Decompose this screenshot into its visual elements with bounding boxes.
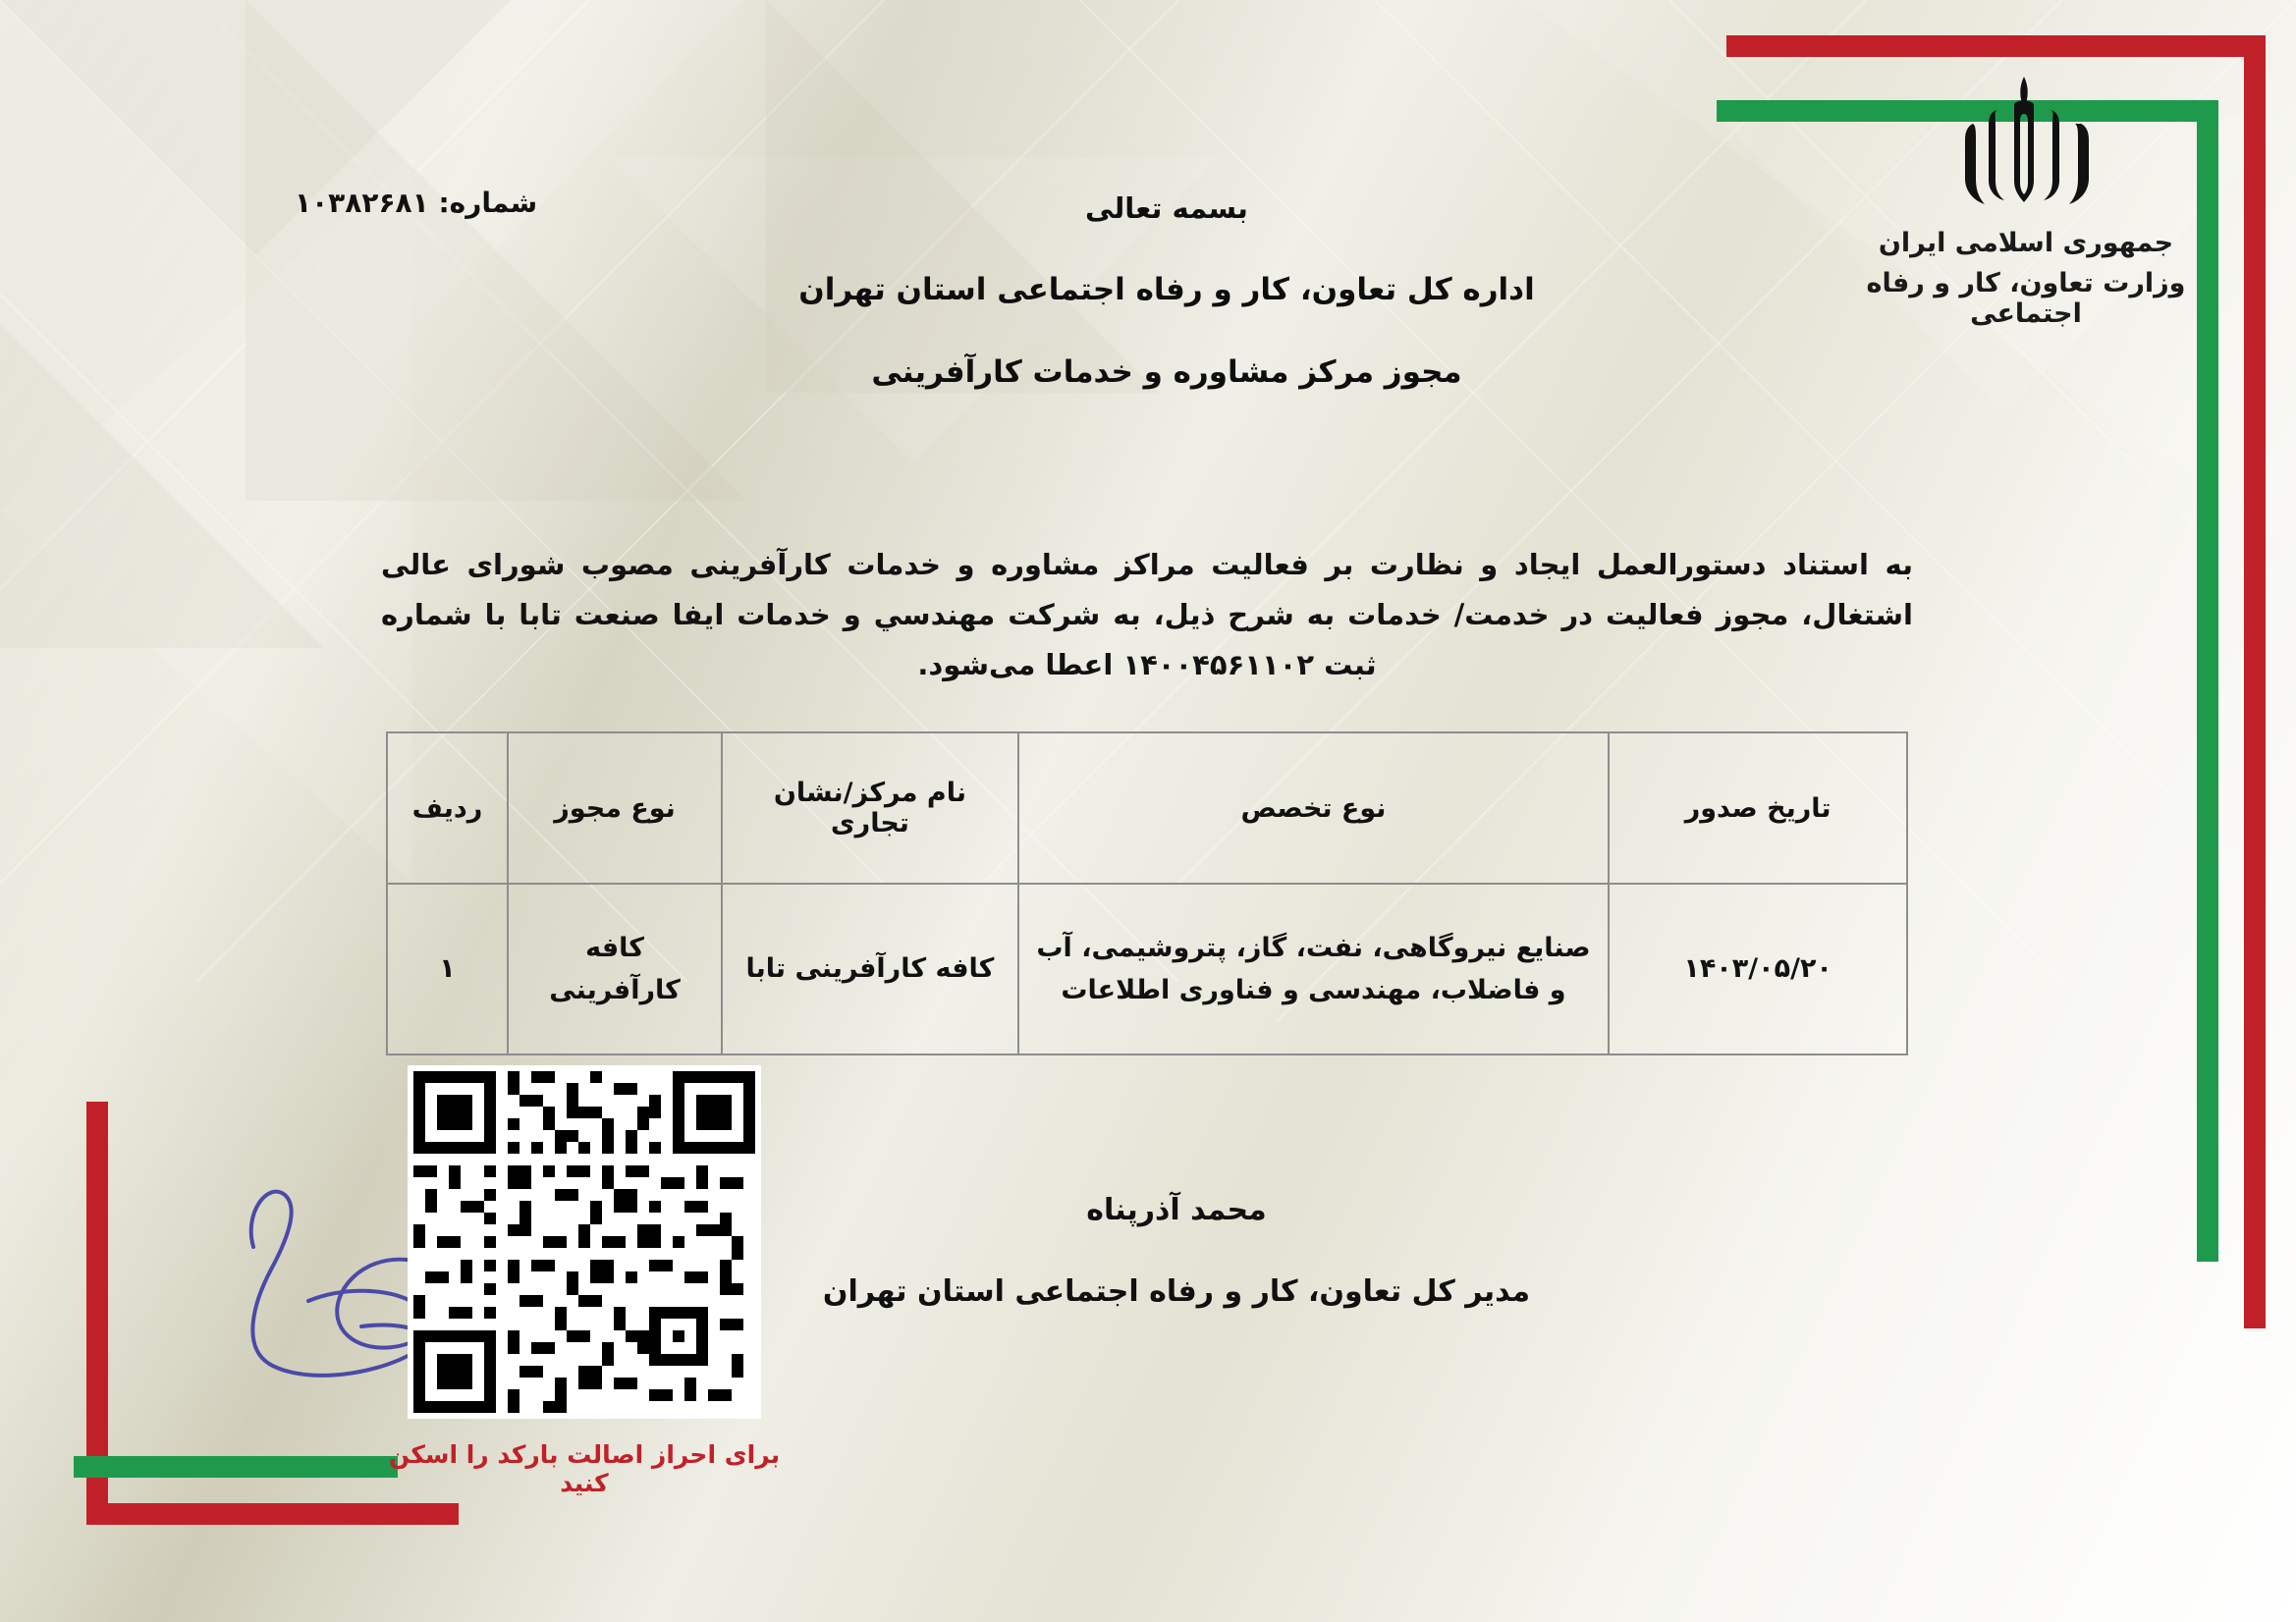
document-subtitle: مجوز مرکز مشاوره و خدمات کارآفرینی <box>871 354 1462 390</box>
signatory-role: مدیر کل تعاون، کار و رفاه اجتماعی استان تهران <box>822 1274 1531 1309</box>
header-license-type: نوع مجوز <box>508 732 722 884</box>
table-row <box>387 884 1907 1054</box>
emblem-ministry-label: وزارت تعاون، کار و رفاه اجتماعی <box>1866 268 2186 329</box>
document-number-label: شماره: <box>438 187 538 219</box>
header-radif: ردیف <box>387 732 508 884</box>
emblem-country-label: جمهوری اسلامی ایران <box>1878 228 2174 258</box>
cell-specialty: صنایع نیروگاهی، نفت، گاز، پتروشیمی، آب و فاضلاب، مهندسی و فناوری اطلاعات <box>1018 884 1610 1054</box>
header-center-name: نام مرکز/نشان تجاری <box>722 732 1018 884</box>
header-titles <box>587 191 1746 390</box>
organization-title: اداره کل تعاون، کار و رفاه اجتماعی استان تهران <box>798 272 1535 307</box>
basmala-text: بسمه تعالی <box>1085 191 1248 225</box>
qr-caption: برای احراز اصالت بارکد را اسکن کنید <box>388 1440 781 1497</box>
signatory-name: محمد آذرپناه <box>1086 1193 1267 1227</box>
signatory-block <box>803 1193 1550 1309</box>
document-number <box>295 187 537 219</box>
document-number-value: ۱۰۳۸۲۶۸۱ <box>295 187 429 219</box>
ministry-emblem-block <box>1864 69 2188 329</box>
iran-emblem-icon <box>1947 69 2105 216</box>
table-header-row <box>387 732 1907 884</box>
header-issue-date: تاریخ صدور <box>1609 732 1907 884</box>
cell-radif: ۱ <box>387 884 508 1054</box>
cell-issue-date: ۱۴۰۳/۰۵/۲۰ <box>1609 884 1907 1054</box>
cell-center-name: کافه کارآفرینی تابا <box>722 884 1018 1054</box>
cell-license-type: کافه کارآفرینی <box>508 884 722 1054</box>
license-table-wrapper <box>386 731 1908 1055</box>
header-specialty: نوع تخصص <box>1018 732 1610 884</box>
body-paragraph: به استناد دستورالعمل ایجاد و نظارت بر فعالیت مراکز مشاوره و خدمات کارآفرینی مصوب شورای عالی اشتغال، مجوز فعالیت در خدمت/ خدمات به شرح ذیل، به شرکت مهندسي و خدمات ایفا صنعت تابا با شماره ثبت ۱۴۰۰۴۵۶۱۱۰۲ اعطا می‌شود. <box>381 548 1913 681</box>
qr-block <box>388 1065 781 1497</box>
license-table <box>386 731 1908 1055</box>
qr-code-icon[interactable] <box>408 1065 761 1419</box>
